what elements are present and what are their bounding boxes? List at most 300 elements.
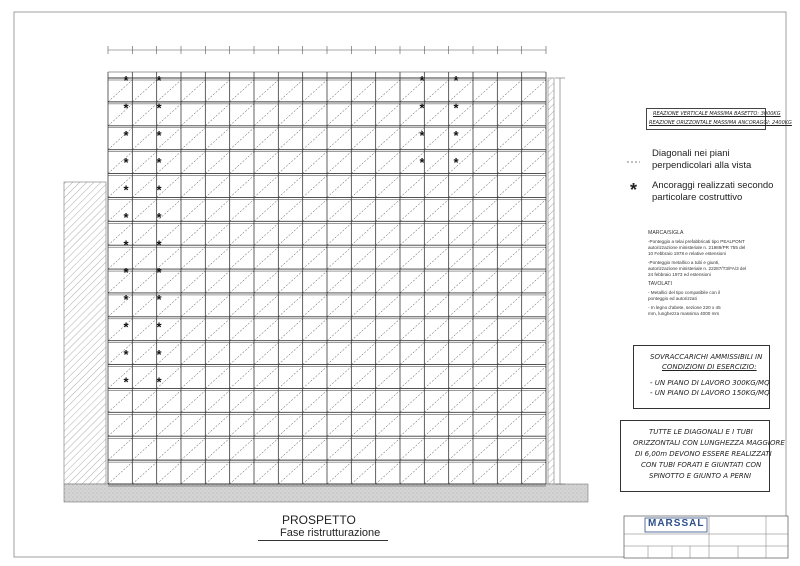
- scaffold-diagonal: [449, 247, 473, 269]
- scaffold-diagonal: [376, 152, 400, 174]
- scaffold-diagonal: [449, 199, 473, 221]
- anchor-marker: *: [419, 100, 425, 116]
- anchor-marker: *: [156, 264, 162, 280]
- scaffold-diagonal: [376, 199, 400, 221]
- loads-line1: SOVRACCARICHI AMMISSIBILI IN: [650, 353, 763, 361]
- scaffold-diagonal: [254, 390, 278, 412]
- top-dimension-line: [108, 46, 546, 54]
- scaffold-diagonal: [473, 128, 497, 150]
- scaffold-diagonal: [278, 295, 302, 317]
- scaffold-diagonal: [303, 462, 327, 484]
- scaffold-diagonal: [157, 390, 181, 412]
- scaffold-diagonal: [424, 152, 448, 174]
- scaffold-diagonal: [254, 247, 278, 269]
- scaffold-diagonal: [230, 319, 254, 341]
- scaffold-diagonal: [351, 199, 375, 221]
- scaffold-diagonal: [278, 343, 302, 365]
- scaffold-diagonal: [303, 80, 327, 102]
- scaffold-diagonal: [303, 414, 327, 436]
- scaffold-diagonal: [205, 247, 229, 269]
- scaffold-diagonal: [497, 295, 521, 317]
- loads-box: [633, 345, 770, 409]
- anchor-marker: *: [156, 73, 162, 88]
- ground-strip: [64, 484, 588, 502]
- scaffold-diagonal: [473, 390, 497, 412]
- anchor-marker: *: [453, 127, 459, 143]
- scaffold-diagonal: [351, 104, 375, 126]
- scaffold-diagonal: [254, 223, 278, 245]
- scaffold-diagonal: [132, 367, 156, 389]
- scaffold-diagonal: [327, 390, 351, 412]
- scaffold-diagonal: [522, 319, 546, 341]
- anchor-marker: *: [123, 73, 129, 88]
- scaffold-diagonal: [278, 152, 302, 174]
- scaffold-diagonal: [497, 390, 521, 412]
- scaffold-diagonal: [376, 128, 400, 150]
- scaffold-diagonal: [449, 128, 473, 150]
- scaffold-diagonal: [327, 367, 351, 389]
- scaffold-diagonal: [108, 390, 132, 412]
- scaffold-diagonal: [181, 223, 205, 245]
- brand-p2-l2: autorizzazione ministeriale n. 22287/T3/FA/3 del: [648, 266, 747, 271]
- scaffold-diagonal: [132, 247, 156, 269]
- anchor-marker: *: [123, 292, 129, 308]
- scaffold-diagonal: [473, 152, 497, 174]
- scaffold-diagonal: [254, 295, 278, 317]
- scaffold-diagonal: [205, 271, 229, 293]
- scaffold-diagonal: [181, 152, 205, 174]
- scaffold-diagonal: [205, 176, 229, 198]
- scaffold-diagonal: [327, 80, 351, 102]
- anchor-marker: *: [156, 319, 162, 335]
- reaction-vertical: REAZIONE VERTICALE MASSIMA BASETTO: 3000KG: [653, 111, 781, 117]
- scaffold-diagonal: [424, 104, 448, 126]
- scaffold-diagonal: [327, 438, 351, 460]
- scaffold-diagonal: [303, 223, 327, 245]
- scaffold-diagonal: [327, 176, 351, 198]
- anchor-marker: *: [156, 127, 162, 143]
- scaffold-diagonal: [376, 247, 400, 269]
- brand-p1-l3: 10 Febbraio 1978 e relative estensioni: [648, 251, 726, 256]
- scaffold-diagonal: [473, 438, 497, 460]
- scaffold-diagonal: [132, 152, 156, 174]
- scaffold-diagonal: [473, 343, 497, 365]
- loads-line4: - UN PIANO DI LAVORO 150KG/MQ: [650, 389, 770, 397]
- scaffold-diagonal: [132, 390, 156, 412]
- scaffold-diagonal: [132, 295, 156, 317]
- anchor-marker: *: [123, 210, 129, 225]
- scaffold-diagonal: [230, 390, 254, 412]
- scaffold-diagonal: [132, 343, 156, 365]
- scaffold-diagonal: [205, 343, 229, 365]
- scaffold-diagonal: [181, 128, 205, 150]
- tav-p2-l2: mm, lunghezza massima 4000 mm: [648, 311, 720, 316]
- scaffold-diagonal: [400, 199, 424, 221]
- scaffold-diagonal: [522, 176, 546, 198]
- scaffold-diagonal: [108, 152, 132, 174]
- scaffold-diagonal: [278, 367, 302, 389]
- scaffold-diagonal: [278, 104, 302, 126]
- scaffold-diagonal: [230, 438, 254, 460]
- req-line4: CON TUBI FORATI E GIUNTATI CON: [641, 461, 762, 469]
- tavolati-title: TAVOLATI: [648, 281, 672, 287]
- scaffold-diagonal: [181, 414, 205, 436]
- reaction-horizontal: REAZIONE ORIZZONTALE MASSIMA ANCORAGGI: 2400KG: [649, 120, 792, 126]
- scaffold-diagonal: [351, 367, 375, 389]
- scaffold-diagonal: [497, 319, 521, 341]
- reaction-box: [646, 108, 792, 130]
- scaffold-diagonal: [449, 390, 473, 412]
- scaffold-diagonal: [351, 343, 375, 365]
- scaffold-diagonal: [254, 319, 278, 341]
- scaffold-diagonal: [303, 367, 327, 389]
- scaffold-diagonal: [278, 271, 302, 293]
- scaffold-diagonal: [303, 295, 327, 317]
- scaffold-diagonal: [351, 295, 375, 317]
- scaffold-diagonal: [449, 295, 473, 317]
- scaffold-diagonal: [132, 176, 156, 198]
- scaffold-diagonal: [449, 438, 473, 460]
- scaffold-diagonal: [424, 128, 448, 150]
- scaffold-diagonal: [132, 223, 156, 245]
- scaffold-diagonal: [132, 80, 156, 102]
- legend-anchors-line2: particolare costruttivo: [652, 192, 743, 203]
- scaffold-diagonal: [303, 152, 327, 174]
- scaffold-diagonal: [473, 247, 497, 269]
- scaffold-diagonal: [230, 104, 254, 126]
- scaffold-diagonal: [449, 462, 473, 484]
- scaffold-diagonal: [449, 414, 473, 436]
- scaffold-diagonal: [278, 247, 302, 269]
- anchor-marker: *: [156, 292, 162, 308]
- legend-anchors-line1: Ancoraggi realizzati secondo: [652, 180, 774, 191]
- anchor-marker: *: [123, 182, 129, 198]
- scaffold-diagonal: [278, 128, 302, 150]
- scaffold-diagonal: [181, 462, 205, 484]
- scaffold-diagonal: [400, 247, 424, 269]
- scaffold-diagonal: [400, 390, 424, 412]
- scaffold-diagonal: [473, 462, 497, 484]
- scaffold-diagonal: [230, 152, 254, 174]
- req-line3: DI 6,00m DEVONO ESSERE REALIZZATI: [635, 450, 772, 458]
- scaffold-diagonal: [449, 152, 473, 174]
- scaffold-diagonal: [254, 367, 278, 389]
- legend-diagonals-line2: perpendicolari alla vista: [652, 160, 752, 171]
- scaffold-diagonal: [400, 462, 424, 484]
- scaffold-diagonal: [424, 199, 448, 221]
- scaffold-diagonal: [473, 271, 497, 293]
- scaffold-diagonal: [181, 104, 205, 126]
- scaffold-diagonal: [376, 80, 400, 102]
- anchor-marker: *: [156, 210, 162, 225]
- scaffold-diagonal: [424, 462, 448, 484]
- anchor-marker: *: [156, 182, 162, 198]
- scaffold-diagonal: [278, 80, 302, 102]
- scaffold-diagonal: [449, 343, 473, 365]
- scaffold-diagonal: [400, 343, 424, 365]
- scaffold-diagonal: [400, 367, 424, 389]
- scaffold-diagonal: [157, 414, 181, 436]
- scaffold-diagonal: [230, 295, 254, 317]
- scaffold-diagonal: [449, 176, 473, 198]
- scaffold-diagonal: [424, 271, 448, 293]
- req-line1: TUTTE LE DIAGONALI E I TUBI: [649, 428, 753, 436]
- scaffold-diagonal: [278, 319, 302, 341]
- scaffold-diagonal: [108, 438, 132, 460]
- scaffold-diagonal: [522, 438, 546, 460]
- tav-p2-l1: - In legno d'abete, sezione 220 x 45: [648, 305, 721, 310]
- scaffold-diagonal: [473, 319, 497, 341]
- scaffold-diagonal: [400, 176, 424, 198]
- scaffold-diagonal: [205, 367, 229, 389]
- anchor-marker: *: [156, 100, 162, 116]
- scaffold-diagonal: [497, 247, 521, 269]
- scaffold-diagonal: [303, 438, 327, 460]
- scaffold-diagonal: [230, 128, 254, 150]
- scaffold-diagonal: [449, 319, 473, 341]
- scaffold-diagonal: [254, 414, 278, 436]
- scaffold-diagonal: [497, 414, 521, 436]
- scaffold-diagonal: [181, 343, 205, 365]
- scaffold-diagonal: [424, 390, 448, 412]
- scaffold-diagonal: [278, 199, 302, 221]
- scaffold-diagonal: [473, 414, 497, 436]
- scaffold-diagonal: [181, 247, 205, 269]
- scaffold-diagonal: [230, 414, 254, 436]
- scaffold-diagonal: [400, 271, 424, 293]
- scaffold-diagonal: [230, 199, 254, 221]
- scaffold-diagonal: [181, 390, 205, 412]
- scaffold-diagonal: [522, 104, 546, 126]
- scaffold-diagonal: [473, 223, 497, 245]
- tav-p1-l2: ponteggio ed autorizzati: [648, 296, 697, 301]
- scaffold-diagonal: [351, 319, 375, 341]
- scaffold-diagonal: [108, 176, 132, 198]
- scaffold-diagonal: [522, 199, 546, 221]
- scaffold-diagonal: [108, 80, 132, 102]
- scaffold-diagonal: [424, 438, 448, 460]
- anchor-marker: *: [156, 155, 162, 171]
- scaffold-diagonal: [522, 462, 546, 484]
- scaffold-diagonal: [473, 367, 497, 389]
- scaffold-diagonal: [254, 462, 278, 484]
- scaffold-diagonal: [400, 223, 424, 245]
- scaffold-diagonal: [376, 438, 400, 460]
- caption-subtitle: Fase ristrutturazione: [280, 527, 381, 539]
- scaffold-diagonal: [181, 199, 205, 221]
- scaffold-diagonal: [303, 319, 327, 341]
- scaffold-elevation: [108, 72, 546, 486]
- scaffold-diagonal: [497, 128, 521, 150]
- scaffold-diagonal: [351, 438, 375, 460]
- anchor-marker: *: [453, 100, 459, 116]
- scaffold-diagonal: [254, 80, 278, 102]
- scaffold-diagonal: [497, 80, 521, 102]
- scaffold-diagonal: [351, 152, 375, 174]
- scaffold-diagonal: [376, 104, 400, 126]
- scaffold-diagonal: [327, 271, 351, 293]
- scaffold-diagonal: [497, 199, 521, 221]
- scaffold-diagonal: [327, 247, 351, 269]
- anchor-markers: [123, 73, 459, 389]
- scaffold-diagonal: [181, 438, 205, 460]
- brand-p1-l1: -Ponteggio a telai prefabbricati tipo PEALPONT: [648, 239, 745, 244]
- anchor-marker: *: [453, 73, 459, 88]
- scaffold-diagonal: [424, 319, 448, 341]
- scaffold-diagonal: [351, 247, 375, 269]
- scaffold-diagonal: [254, 438, 278, 460]
- scaffold-diagonal: [376, 462, 400, 484]
- scaffold-diagonal: [497, 271, 521, 293]
- brand-title: MARCA/SIGLA: [648, 230, 684, 236]
- scaffold-diagonal: [522, 343, 546, 365]
- scaffold-diagonal: [108, 319, 132, 341]
- scaffold-diagonal: [181, 80, 205, 102]
- scaffold-diagonal: [376, 223, 400, 245]
- scaffold-diagonal: [327, 462, 351, 484]
- scaffold-diagonal: [205, 462, 229, 484]
- scaffold-diagonal: [181, 176, 205, 198]
- scaffold-diagonal: [497, 343, 521, 365]
- scaffold-diagonal: [205, 128, 229, 150]
- scaffold-diagonal: [327, 104, 351, 126]
- scaffold-diagonal: [376, 367, 400, 389]
- scaffold-diagonal: [230, 223, 254, 245]
- scaffold-diagonal: [400, 438, 424, 460]
- scaffold-diagonal: [522, 80, 546, 102]
- scaffold-diagonal: [132, 128, 156, 150]
- anchor-marker: *: [156, 374, 162, 390]
- scaffold-diagonal: [132, 104, 156, 126]
- scaffold-diagonal: [351, 223, 375, 245]
- scaffold-diagonal: [376, 390, 400, 412]
- scaffold-diagonal: [424, 223, 448, 245]
- scaffold-diagonal: [254, 176, 278, 198]
- scaffold-diagonal: [230, 176, 254, 198]
- notes-block: [648, 230, 746, 317]
- scaffold-diagonal: [497, 176, 521, 198]
- scaffold-diagonal: [108, 223, 132, 245]
- anchor-marker: *: [123, 264, 129, 280]
- scaffold-diagonal: [205, 104, 229, 126]
- req-line5: SPINOTTO E GIUNTO A PERNI: [649, 472, 752, 480]
- scaffold-diagonal: [522, 152, 546, 174]
- scaffold-diagonal: [449, 223, 473, 245]
- scaffold-diagonal: [424, 414, 448, 436]
- scaffold-diagonal: [327, 319, 351, 341]
- scaffold-diagonal: [473, 80, 497, 102]
- scaffold-diagonal: [303, 199, 327, 221]
- scaffold-diagonal: [522, 414, 546, 436]
- scaffold-diagonal: [376, 343, 400, 365]
- scaffold-diagonal: [230, 271, 254, 293]
- scaffold-diagonal: [376, 176, 400, 198]
- scaffold-diagonal: [205, 390, 229, 412]
- scaffold-diagonal: [205, 80, 229, 102]
- caption-underline: [258, 540, 388, 541]
- right-dimension-line: [555, 78, 565, 484]
- scaffold-diagonal: [108, 414, 132, 436]
- scaffold-diagonal: [327, 295, 351, 317]
- scaffold-diagonal: [230, 343, 254, 365]
- scaffold-diagonal: [303, 271, 327, 293]
- scaffold-diagonal: [205, 319, 229, 341]
- scaffold-diagonal: [254, 199, 278, 221]
- scaffold-diagonal: [303, 247, 327, 269]
- scaffold-diagonal: [473, 104, 497, 126]
- scaffold-diagonal: [400, 414, 424, 436]
- tav-p1-l1: - Metallici del tipo compatibile con il: [648, 290, 720, 295]
- scaffold-diagonal: [351, 414, 375, 436]
- scaffold-diagonal: [303, 176, 327, 198]
- scaffold-diagonal: [522, 223, 546, 245]
- scaffold-diagonal: [351, 271, 375, 293]
- scaffold-diagonal: [278, 462, 302, 484]
- scaffold-diagonal: [108, 367, 132, 389]
- scaffold-diagonal: [278, 414, 302, 436]
- anchor-marker: *: [123, 237, 129, 253]
- legend-diagonals-line1: Diagonali nei piani: [652, 148, 730, 159]
- scaffold-diagonal: [132, 271, 156, 293]
- scaffold-diagonal: [108, 199, 132, 221]
- scaffold-diagonal: [205, 414, 229, 436]
- scaffold-diagonal: [424, 80, 448, 102]
- scaffold-diagonal: [327, 152, 351, 174]
- anchor-marker: *: [123, 155, 129, 171]
- scaffold-diagonal: [497, 104, 521, 126]
- brand-p2-l1: -Ponteggio metallico a tubi e giunti,: [648, 260, 720, 265]
- scaffold-diagonal: [230, 247, 254, 269]
- anchor-marker: *: [123, 347, 129, 362]
- scaffold-diagonal: [400, 295, 424, 317]
- scaffold-diagonal: [254, 104, 278, 126]
- scaffold-diagonal: [522, 390, 546, 412]
- scaffold-diagonal: [230, 462, 254, 484]
- scaffold-diagonal: [108, 295, 132, 317]
- scaffold-diagonal: [424, 367, 448, 389]
- scaffold-diagonal: [473, 199, 497, 221]
- scaffold-diagonal: [230, 80, 254, 102]
- scaffold-diagonal: [351, 390, 375, 412]
- scaffold-diagonal: [132, 414, 156, 436]
- scaffold-diagonal: [449, 80, 473, 102]
- scaffold-diagonal: [473, 295, 497, 317]
- scaffold-diagonal: [278, 223, 302, 245]
- scaffold-diagonal: [205, 438, 229, 460]
- scaffold-diagonal: [351, 80, 375, 102]
- loads-line2: CONDIZIONI DI ESERCIZIO:: [662, 363, 757, 371]
- scaffold-diagonal: [522, 128, 546, 150]
- scaffold-diagonal: [205, 295, 229, 317]
- anchor-marker: *: [156, 237, 162, 253]
- scaffold-diagonal: [303, 128, 327, 150]
- right-wall-hatch: [548, 78, 554, 484]
- anchor-marker: *: [156, 347, 162, 362]
- scaffold-diagonal: [108, 128, 132, 150]
- scaffold-diagonal: [254, 152, 278, 174]
- scaffold-diagonal: [132, 462, 156, 484]
- scaffold-diagonal: [327, 223, 351, 245]
- scaffold-diagonal: [473, 176, 497, 198]
- loads-line3: - UN PIANO DI LAVORO 300KG/MQ: [650, 379, 770, 387]
- scaffold-diagonal: [497, 438, 521, 460]
- left-wall-hatch: [64, 182, 106, 484]
- scaffold-diagonal: [497, 223, 521, 245]
- scaffold-diagonal: [497, 152, 521, 174]
- scaffold-diagonal: [376, 319, 400, 341]
- scaffold-diagonal: [522, 295, 546, 317]
- scaffold-diagonal: [424, 343, 448, 365]
